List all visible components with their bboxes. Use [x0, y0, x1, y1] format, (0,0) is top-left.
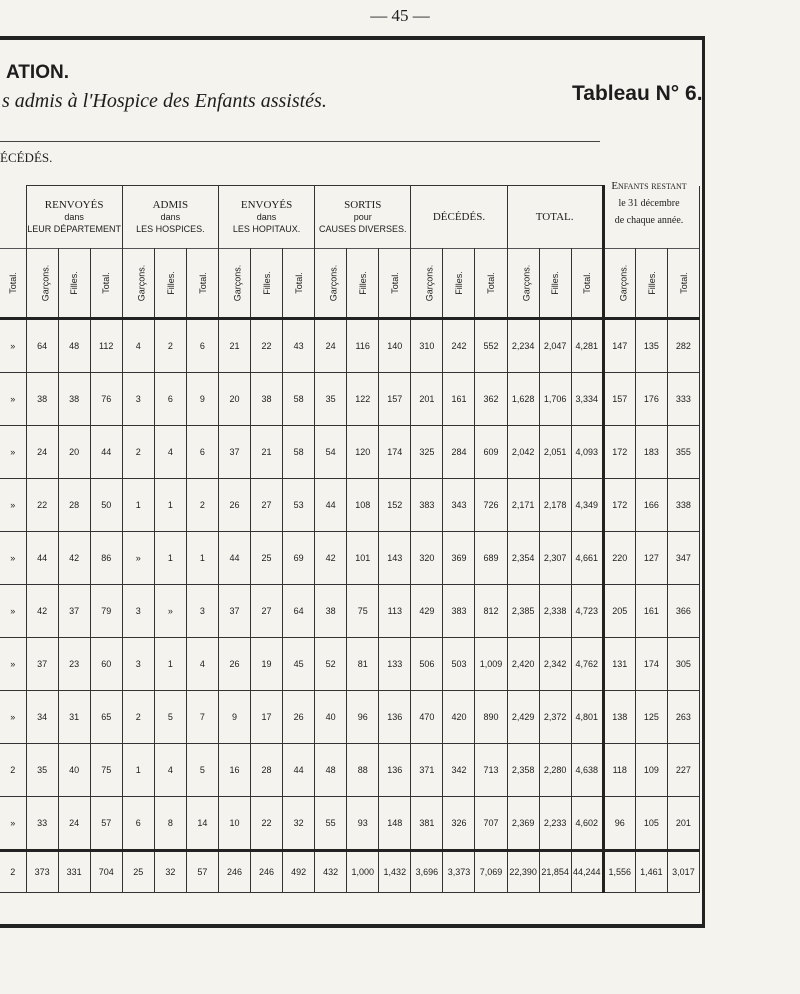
- table-cell: 38: [251, 373, 283, 426]
- restant-title: Enfants restant: [611, 180, 687, 192]
- table-cell: 3: [122, 373, 154, 426]
- table-cell: 1: [122, 479, 154, 532]
- table-cell: 147: [603, 319, 635, 373]
- total-cell: 432: [315, 851, 347, 893]
- table-cell: 369: [443, 532, 475, 585]
- table-cell: 55: [315, 797, 347, 851]
- restant-line2: le 31 décembre: [618, 198, 680, 209]
- table-cell: 3: [122, 585, 154, 638]
- table-cell: 10: [218, 797, 250, 851]
- col-header: Garçons.: [603, 249, 635, 319]
- table-cell: 4,638: [571, 744, 603, 797]
- table-cell: 27: [251, 585, 283, 638]
- table-row: [0, 532, 700, 585]
- table-cell: 32: [283, 797, 315, 851]
- table-row: [0, 797, 700, 851]
- table-cell: 22: [26, 479, 58, 532]
- table-cell: 26: [218, 479, 250, 532]
- table-cell: 9: [186, 373, 218, 426]
- table-cell: 4,762: [571, 638, 603, 691]
- table-cell: 38: [26, 373, 58, 426]
- table-cell: 2,369: [507, 797, 539, 851]
- table-cell: 4,801: [571, 691, 603, 744]
- table-cell: 2,171: [507, 479, 539, 532]
- table-cell: 2: [0, 744, 26, 797]
- table-cell: 1: [122, 744, 154, 797]
- table-cell: 96: [603, 797, 635, 851]
- table-cell: 44: [315, 479, 347, 532]
- table-cell: 133: [379, 638, 411, 691]
- group-header-restant-blank: [603, 186, 699, 249]
- table-cell: 1: [154, 532, 186, 585]
- group-header-total: TOTAL.: [507, 186, 603, 249]
- table-cell: »: [122, 532, 154, 585]
- table-body: [0, 319, 700, 893]
- table-cell: 174: [635, 638, 667, 691]
- table-cell: 16: [218, 744, 250, 797]
- total-cell: 1,432: [379, 851, 411, 893]
- table-cell: 17: [251, 691, 283, 744]
- table-cell: 220: [603, 532, 635, 585]
- table-cell: »: [0, 691, 26, 744]
- table-cell: 116: [347, 319, 379, 373]
- table-cell: 1: [154, 638, 186, 691]
- table-cell: 81: [347, 638, 379, 691]
- table-cell: 2,042: [507, 426, 539, 479]
- table-cell: 2,354: [507, 532, 539, 585]
- table-cell: »: [0, 585, 26, 638]
- table-cell: 86: [90, 532, 122, 585]
- table-cell: 3: [122, 638, 154, 691]
- table-cell: 37: [58, 585, 90, 638]
- table-cell: »: [0, 638, 26, 691]
- table-cell: 148: [379, 797, 411, 851]
- table-cell: 35: [315, 373, 347, 426]
- table-cell: 14: [186, 797, 218, 851]
- table-cell: 2,385: [507, 585, 539, 638]
- table-cell: 24: [26, 426, 58, 479]
- total-cell: 21,854: [539, 851, 571, 893]
- table-cell: 320: [411, 532, 443, 585]
- col-header: Total.: [667, 249, 699, 319]
- bottom-rule: [0, 924, 705, 928]
- table-cell: 109: [635, 744, 667, 797]
- table-cell: 2,358: [507, 744, 539, 797]
- table-cell: 689: [475, 532, 507, 585]
- table-cell: 76: [90, 373, 122, 426]
- table-cell: 4: [154, 426, 186, 479]
- table-cell: 362: [475, 373, 507, 426]
- table-cell: 143: [379, 532, 411, 585]
- total-cell: 22,390: [507, 851, 539, 893]
- table-cell: 176: [635, 373, 667, 426]
- table-cell: 5: [186, 744, 218, 797]
- table-cell: 42: [26, 585, 58, 638]
- statistics-table: [0, 185, 700, 893]
- table-cell: 33: [26, 797, 58, 851]
- table-cell: 4: [122, 319, 154, 373]
- table-cell: 2,342: [539, 638, 571, 691]
- table-cell: 48: [315, 744, 347, 797]
- table-cell: 2,372: [539, 691, 571, 744]
- table-cell: 6: [186, 426, 218, 479]
- table-cell: 2: [122, 426, 154, 479]
- col-header: Total.: [379, 249, 411, 319]
- total-cell: 3,373: [443, 851, 475, 893]
- table-cell: 37: [26, 638, 58, 691]
- table-cell: 120: [347, 426, 379, 479]
- table-cell: 43: [283, 319, 315, 373]
- table-cell: 201: [667, 797, 699, 851]
- table-cell: 118: [603, 744, 635, 797]
- table-cell: 4,602: [571, 797, 603, 851]
- table-cell: 172: [603, 479, 635, 532]
- table-cell: 161: [635, 585, 667, 638]
- col-header: Filles.: [251, 249, 283, 319]
- table-cell: 333: [667, 373, 699, 426]
- table-cell: 383: [443, 585, 475, 638]
- table-cell: 2: [154, 319, 186, 373]
- table-cell: 161: [443, 373, 475, 426]
- table-cell: 6: [186, 319, 218, 373]
- table-cell: 9: [218, 691, 250, 744]
- table-cell: 326: [443, 797, 475, 851]
- table-number: Tableau N° 6.: [572, 82, 703, 105]
- restant-line3: de chaque année.: [614, 215, 684, 226]
- table-row: [0, 319, 700, 373]
- col-header: Total.: [571, 249, 603, 319]
- table-cell: 20: [58, 426, 90, 479]
- col-header: Filles.: [58, 249, 90, 319]
- table-cell: 48: [58, 319, 90, 373]
- col-header: Total.: [283, 249, 315, 319]
- table-cell: 343: [443, 479, 475, 532]
- right-rule: [702, 36, 705, 928]
- col-header: Total.: [90, 249, 122, 319]
- total-cell: 32: [154, 851, 186, 893]
- table-cell: 26: [283, 691, 315, 744]
- table-cell: 2,233: [539, 797, 571, 851]
- table-cell: 310: [411, 319, 443, 373]
- table-cell: 2: [122, 691, 154, 744]
- table-cell: 44: [26, 532, 58, 585]
- header-subtitle: s admis à l'Hospice des Enfants assistés.: [2, 90, 327, 112]
- table-cell: 44: [283, 744, 315, 797]
- table-cell: 172: [603, 426, 635, 479]
- table-cell: 2,047: [539, 319, 571, 373]
- table-cell: 25: [251, 532, 283, 585]
- table-cell: 157: [379, 373, 411, 426]
- table-row: [0, 744, 700, 797]
- table-cell: 1: [186, 532, 218, 585]
- total-cell: 44,244: [571, 851, 603, 893]
- table-cell: 347: [667, 532, 699, 585]
- table-cell: 75: [90, 744, 122, 797]
- table-cell: 157: [603, 373, 635, 426]
- table-cell: 201: [411, 373, 443, 426]
- table-cell: 355: [667, 426, 699, 479]
- table-cell: 7: [186, 691, 218, 744]
- table-cell: 22: [251, 319, 283, 373]
- table-cell: »: [0, 373, 26, 426]
- total-cell: 1,556: [603, 851, 635, 893]
- total-cell: 25: [122, 851, 154, 893]
- table-cell: 726: [475, 479, 507, 532]
- table-cell: 28: [58, 479, 90, 532]
- table-cell: 609: [475, 426, 507, 479]
- total-cell: 704: [90, 851, 122, 893]
- table-row: [0, 373, 700, 426]
- table-cell: 429: [411, 585, 443, 638]
- table-cell: 125: [635, 691, 667, 744]
- table-cell: 64: [26, 319, 58, 373]
- table-cell: 19: [251, 638, 283, 691]
- table-cell: 282: [667, 319, 699, 373]
- table-cell: 552: [475, 319, 507, 373]
- group-header-admis: ADMIS dans LES HOSPICES.: [122, 186, 218, 249]
- table-cell: 52: [315, 638, 347, 691]
- table-cell: 40: [58, 744, 90, 797]
- total-cell: 246: [251, 851, 283, 893]
- section-rule: [0, 141, 600, 142]
- table-cell: 38: [58, 373, 90, 426]
- table-cell: 174: [379, 426, 411, 479]
- total-cell: 3,696: [411, 851, 443, 893]
- table-cell: 305: [667, 638, 699, 691]
- table-cell: 2,429: [507, 691, 539, 744]
- table-cell: 131: [603, 638, 635, 691]
- table-cell: 2,280: [539, 744, 571, 797]
- table-cell: 44: [218, 532, 250, 585]
- col-header: Garçons.: [26, 249, 58, 319]
- table-cell: 96: [347, 691, 379, 744]
- table-row: [0, 638, 700, 691]
- table-cell: 1,628: [507, 373, 539, 426]
- table-cell: 4: [154, 744, 186, 797]
- table-cell: »: [154, 585, 186, 638]
- table-cell: 44: [90, 426, 122, 479]
- table-cell: 21: [251, 426, 283, 479]
- col-header: Garçons.: [315, 249, 347, 319]
- table-cell: 27: [251, 479, 283, 532]
- total-cell: 331: [58, 851, 90, 893]
- table-cell: 105: [635, 797, 667, 851]
- table-cell: 20: [218, 373, 250, 426]
- table-cell: 58: [283, 373, 315, 426]
- col-header: Filles.: [539, 249, 571, 319]
- table-cell: 3: [186, 585, 218, 638]
- group-header-envoyes: ENVOYÉS dans LES HOPITAUX.: [218, 186, 314, 249]
- table-cell: 420: [443, 691, 475, 744]
- table-cell: 4: [186, 638, 218, 691]
- table-cell: 93: [347, 797, 379, 851]
- table-row: [0, 426, 700, 479]
- table-cell: 2,051: [539, 426, 571, 479]
- table-cell: 183: [635, 426, 667, 479]
- table-cell: 136: [379, 744, 411, 797]
- col-header: Total.: [475, 249, 507, 319]
- col-header: Filles.: [347, 249, 379, 319]
- table-cell: 140: [379, 319, 411, 373]
- table-cell: 338: [667, 479, 699, 532]
- table-cell: 42: [315, 532, 347, 585]
- group-header-decedes: DÉCÉDÉS.: [411, 186, 507, 249]
- table-cell: 470: [411, 691, 443, 744]
- section-title: ÉCÉDÉS.: [0, 150, 53, 165]
- table-cell: 5: [154, 691, 186, 744]
- total-cell: 3,017: [667, 851, 699, 893]
- table-cell: 812: [475, 585, 507, 638]
- table-cell: 64: [283, 585, 315, 638]
- group-header-blank: [0, 186, 26, 249]
- table-cell: 166: [635, 479, 667, 532]
- table-cell: 263: [667, 691, 699, 744]
- table-cell: 23: [58, 638, 90, 691]
- table-cell: 2,307: [539, 532, 571, 585]
- table-cell: 138: [603, 691, 635, 744]
- table-cell: 60: [90, 638, 122, 691]
- table-cell: 26: [218, 638, 250, 691]
- table-cell: 88: [347, 744, 379, 797]
- table-cell: 35: [26, 744, 58, 797]
- table-cell: 42: [58, 532, 90, 585]
- table-cell: 2,178: [539, 479, 571, 532]
- table-cell: 325: [411, 426, 443, 479]
- col-header: Total.: [186, 249, 218, 319]
- table-cell: 506: [411, 638, 443, 691]
- table-cell: 3,334: [571, 373, 603, 426]
- col-header: Garçons.: [122, 249, 154, 319]
- table-row: [0, 691, 700, 744]
- total-cell: 246: [218, 851, 250, 893]
- table-cell: 890: [475, 691, 507, 744]
- table-cell: 4,661: [571, 532, 603, 585]
- table-cell: 22: [251, 797, 283, 851]
- table-row: [0, 585, 700, 638]
- table-cell: 4,723: [571, 585, 603, 638]
- table-cell: 707: [475, 797, 507, 851]
- table-cell: 38: [315, 585, 347, 638]
- table-cell: 1,009: [475, 638, 507, 691]
- table-cell: 57: [90, 797, 122, 851]
- total-cell: 373: [26, 851, 58, 893]
- table-cell: 4,349: [571, 479, 603, 532]
- group-header-sortis: SORTIS pour CAUSES DIVERSES.: [315, 186, 411, 249]
- total-cell: 2: [0, 851, 26, 893]
- table-cell: 75: [347, 585, 379, 638]
- table-cell: 24: [58, 797, 90, 851]
- table-cell: 713: [475, 744, 507, 797]
- table-cell: 69: [283, 532, 315, 585]
- table-cell: 79: [90, 585, 122, 638]
- table-cell: 21: [218, 319, 250, 373]
- table-cell: 136: [379, 691, 411, 744]
- table-cell: 122: [347, 373, 379, 426]
- table-cell: 242: [443, 319, 475, 373]
- col-header: Filles.: [154, 249, 186, 319]
- column-header-row: [0, 249, 700, 319]
- total-cell: 492: [283, 851, 315, 893]
- table-cell: »: [0, 319, 26, 373]
- table-cell: 37: [218, 426, 250, 479]
- table-cell: »: [0, 532, 26, 585]
- col-header: Garçons.: [218, 249, 250, 319]
- totals-row: [0, 851, 700, 893]
- table-cell: 371: [411, 744, 443, 797]
- table-row: [0, 479, 700, 532]
- table-cell: 135: [635, 319, 667, 373]
- table-cell: 383: [411, 479, 443, 532]
- top-rule: [0, 36, 705, 40]
- table-cell: 54: [315, 426, 347, 479]
- table-cell: 65: [90, 691, 122, 744]
- table-cell: 381: [411, 797, 443, 851]
- table-cell: 2,338: [539, 585, 571, 638]
- col-header: Garçons.: [507, 249, 539, 319]
- table-cell: 503: [443, 638, 475, 691]
- header-title-fragment: ATION.: [6, 62, 69, 83]
- table-cell: »: [0, 797, 26, 851]
- col-header: Total.: [0, 249, 26, 319]
- table-cell: 2,234: [507, 319, 539, 373]
- table-cell: 152: [379, 479, 411, 532]
- table-cell: 284: [443, 426, 475, 479]
- total-cell: 57: [186, 851, 218, 893]
- table-cell: 127: [635, 532, 667, 585]
- table-cell: »: [0, 426, 26, 479]
- group-header-row: [0, 186, 700, 249]
- table-cell: 50: [90, 479, 122, 532]
- total-cell: 1,000: [347, 851, 379, 893]
- group-header-renvoyes: RENVOYÉS dans LEUR DÉPARTEMENT: [26, 186, 122, 249]
- table-cell: 4,093: [571, 426, 603, 479]
- table-cell: 40: [315, 691, 347, 744]
- table-cell: 205: [603, 585, 635, 638]
- table-cell: 342: [443, 744, 475, 797]
- table-cell: 58: [283, 426, 315, 479]
- table-cell: 31: [58, 691, 90, 744]
- table-cell: 8: [154, 797, 186, 851]
- col-header: Garçons.: [411, 249, 443, 319]
- table-cell: 2: [186, 479, 218, 532]
- table-cell: 1,706: [539, 373, 571, 426]
- table-cell: 113: [379, 585, 411, 638]
- table-cell: 112: [90, 319, 122, 373]
- table-cell: 45: [283, 638, 315, 691]
- total-cell: 7,069: [475, 851, 507, 893]
- table-cell: 4,281: [571, 319, 603, 373]
- col-header: Filles.: [635, 249, 667, 319]
- table-cell: 366: [667, 585, 699, 638]
- table-cell: 2,420: [507, 638, 539, 691]
- table-cell: 227: [667, 744, 699, 797]
- table-cell: 6: [122, 797, 154, 851]
- table-cell: »: [0, 479, 26, 532]
- table-cell: 1: [154, 479, 186, 532]
- total-cell: 1,461: [635, 851, 667, 893]
- col-header: Filles.: [443, 249, 475, 319]
- table-cell: 6: [154, 373, 186, 426]
- table-cell: 53: [283, 479, 315, 532]
- page-number: — 45 —: [370, 6, 430, 25]
- table-cell: 28: [251, 744, 283, 797]
- table-cell: 24: [315, 319, 347, 373]
- table-cell: 101: [347, 532, 379, 585]
- table-cell: 37: [218, 585, 250, 638]
- table-cell: 108: [347, 479, 379, 532]
- table-cell: 34: [26, 691, 58, 744]
